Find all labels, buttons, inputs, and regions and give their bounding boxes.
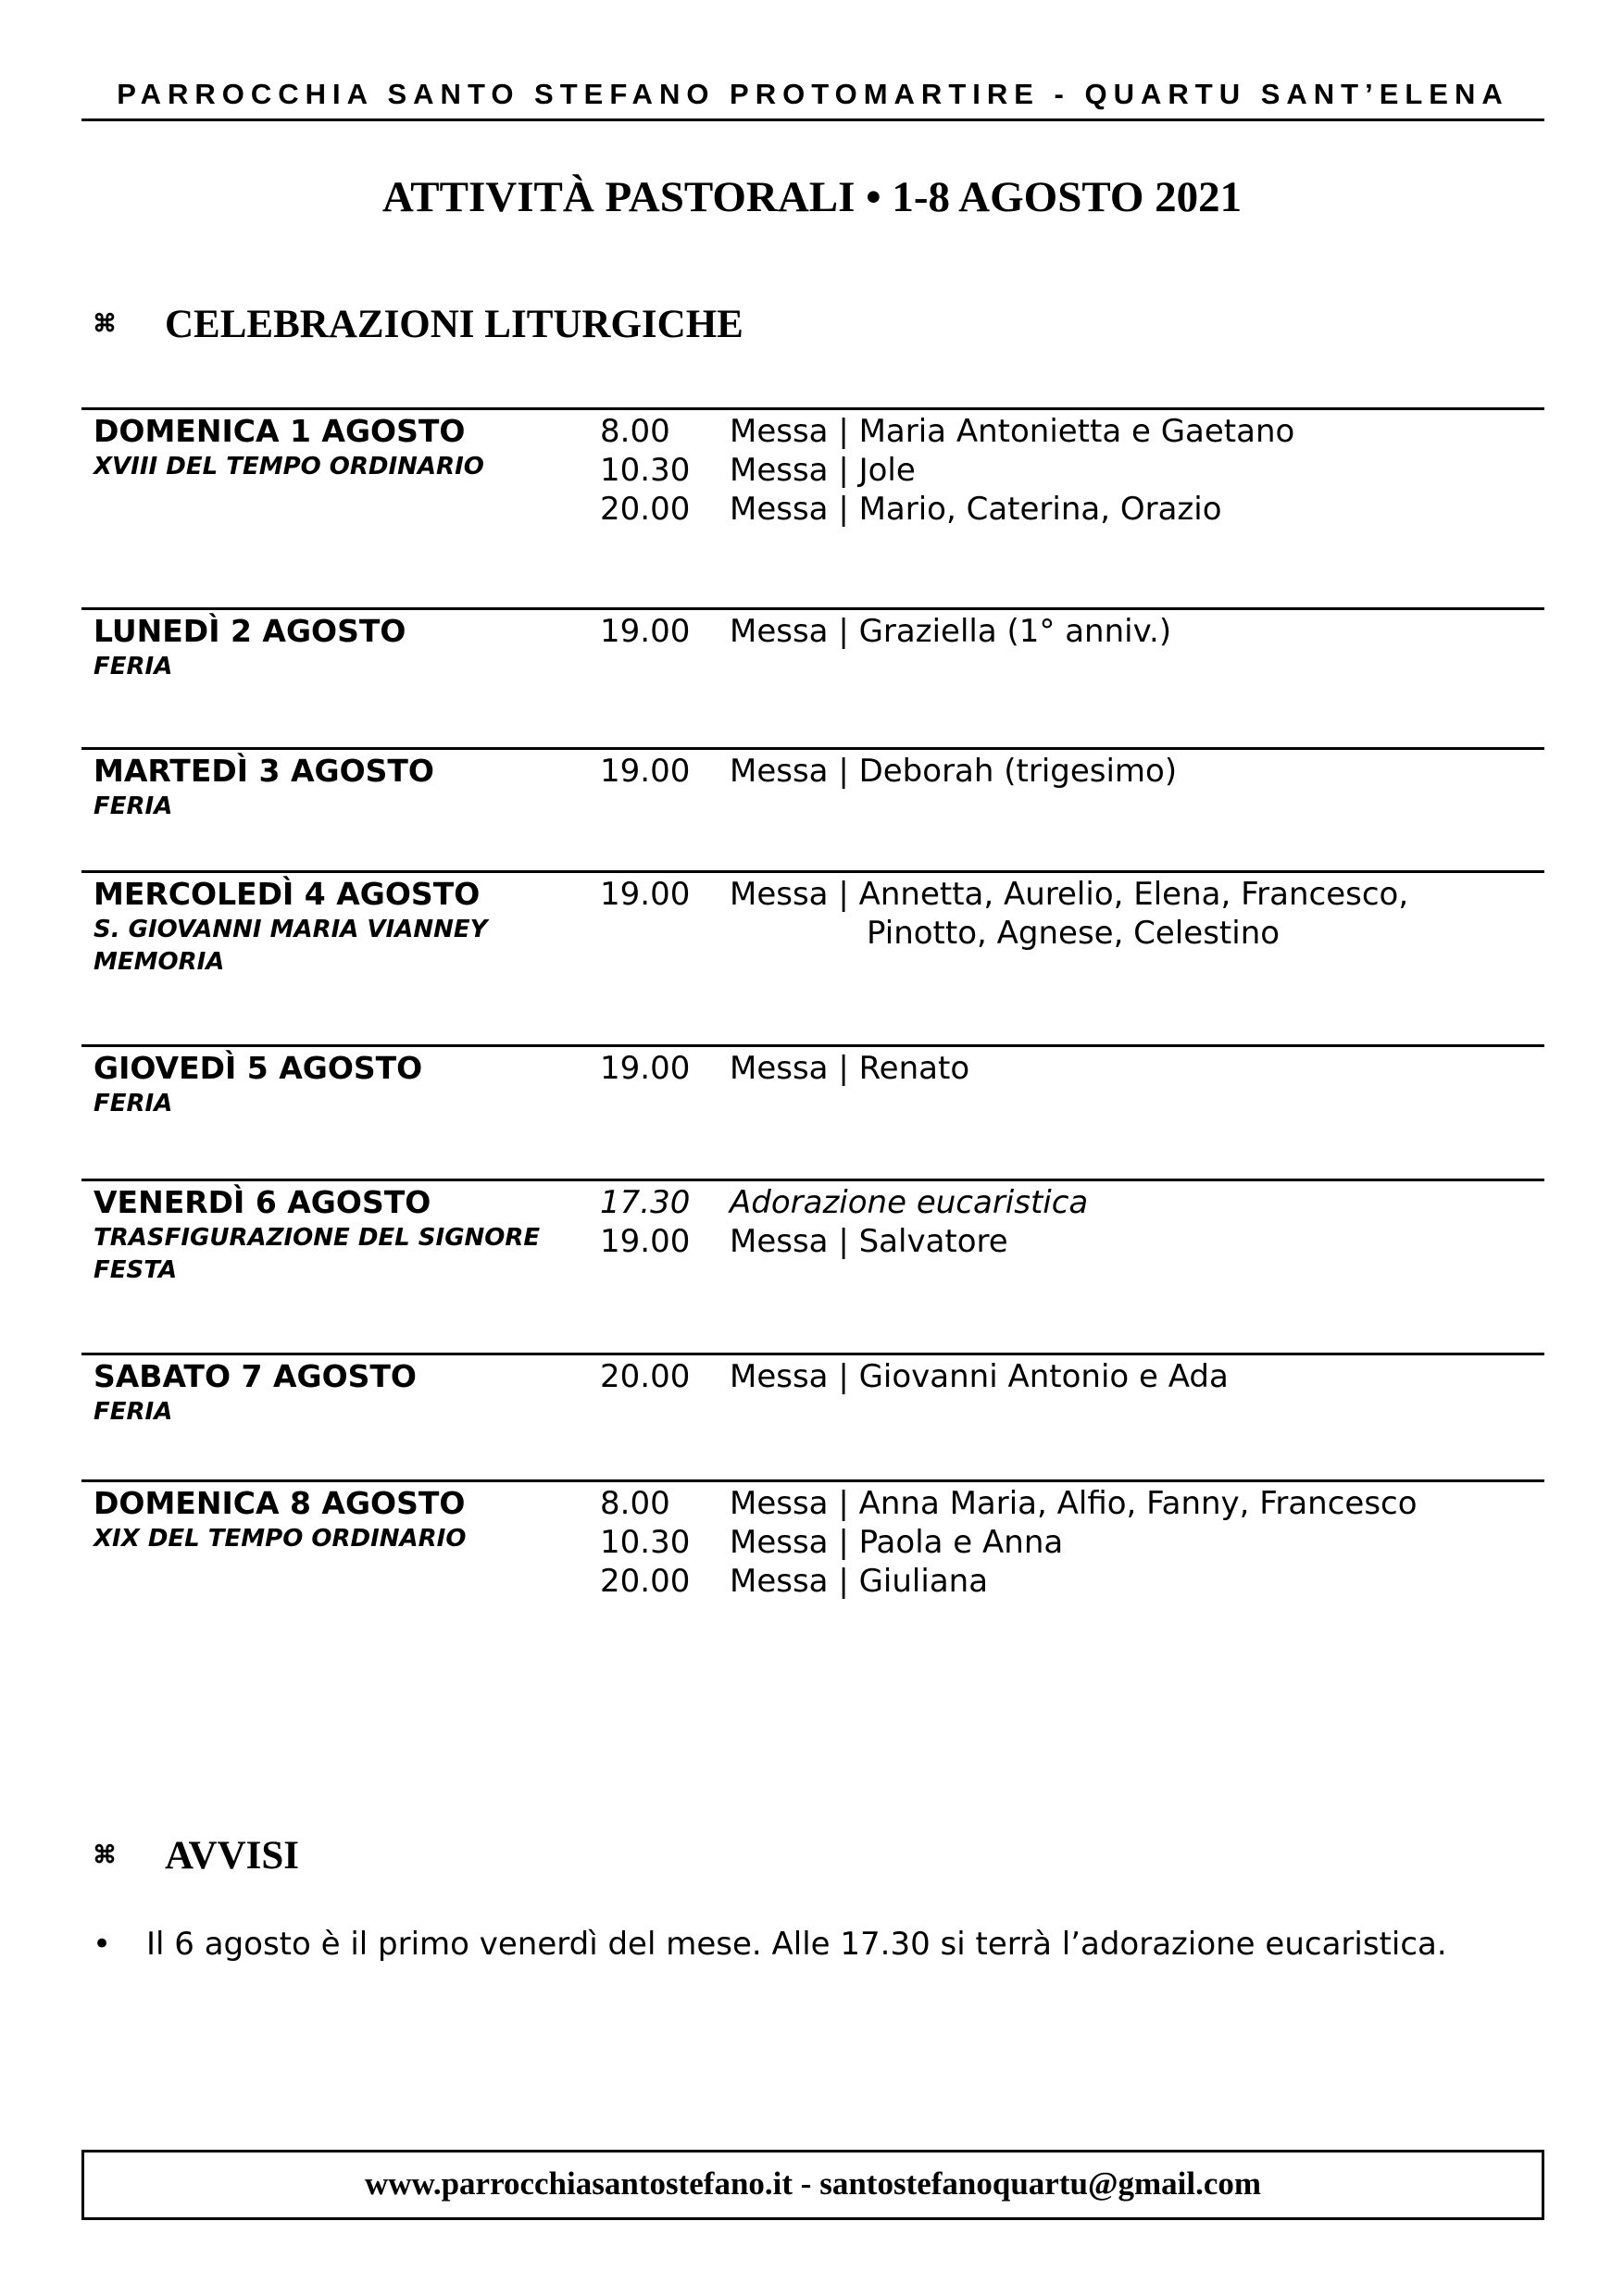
event-time: 8.00 xyxy=(600,413,670,450)
day-label: GIOVEDÌ 5 AGOSTO xyxy=(94,1050,423,1086)
event-time: 17.30 xyxy=(600,1184,691,1221)
event-desc: Messa | Graziella (1° anniv.) xyxy=(730,613,1172,650)
event-time: 10.30 xyxy=(600,452,691,489)
schedule-row-day-2 xyxy=(81,607,1544,744)
bullet-icon: • xyxy=(93,1926,112,1963)
event-time: 19.00 xyxy=(600,613,691,650)
bowen-knot-icon: ⌘ xyxy=(93,310,117,337)
day-label: DOMENICA 8 AGOSTO xyxy=(94,1485,466,1521)
event-time: 19.00 xyxy=(600,753,691,790)
event-item xyxy=(600,1049,969,1088)
page-footer xyxy=(81,2150,1544,2220)
schedule-row-day-7 xyxy=(81,1353,1544,1480)
event-item xyxy=(600,752,1177,791)
event-time: 20.00 xyxy=(600,1563,691,1600)
day-label: VENERDÌ 6 AGOSTO xyxy=(94,1184,431,1220)
event-item xyxy=(600,412,1294,451)
event-time: 10.30 xyxy=(600,1524,691,1561)
parish-name: PARROCCHIA SANTO STEFANO PROTOMARTIRE - QUARTU SANT’ELENA xyxy=(117,78,1509,110)
schedule-row-day-4 xyxy=(81,870,1544,1044)
event-time: 19.00 xyxy=(600,1223,691,1260)
section-label: CELEBRAZIONI LITURGICHE xyxy=(165,303,743,346)
event-desc: Messa | Salvatore xyxy=(730,1223,1008,1260)
notice-item xyxy=(93,1926,1447,1963)
event-item xyxy=(600,1562,988,1601)
event-item xyxy=(600,875,1408,914)
day-label: MERCOLEDÌ 4 AGOSTO xyxy=(94,876,481,912)
event-desc: Messa | Annetta, Aurelio, Elena, Francesco, xyxy=(730,876,1409,913)
event-item xyxy=(600,490,1222,529)
event-time: 20.00 xyxy=(600,1358,691,1395)
day-liturgy: FERIA xyxy=(94,1398,173,1426)
page-header xyxy=(81,74,1544,121)
schedule-row-day-6 xyxy=(81,1179,1544,1353)
event-desc-continuation: Pinotto, Agnese, Celestino xyxy=(867,915,1280,952)
event-desc: Messa | Mario, Caterina, Orazio xyxy=(730,491,1222,528)
event-time: 20.00 xyxy=(600,491,691,528)
bowen-knot-icon: ⌘ xyxy=(93,1841,117,1868)
event-item xyxy=(600,1183,1088,1222)
event-time: 19.00 xyxy=(600,1050,691,1087)
section-label: AVVISI xyxy=(165,1834,299,1878)
event-desc: Messa | Giovanni Antonio e Ada xyxy=(730,1358,1229,1395)
day-label: MARTEDÌ 3 AGOSTO xyxy=(94,753,434,789)
event-item xyxy=(600,1357,1229,1396)
event-item xyxy=(600,1523,1063,1562)
day-label: SABATO 7 AGOSTO xyxy=(94,1358,417,1394)
day-liturgy: S. GIOVANNI MARIA VIANNEY MEMORIA xyxy=(94,916,488,976)
event-desc: Messa | Deborah (trigesimo) xyxy=(730,753,1178,790)
section-celebrations xyxy=(93,302,743,347)
event-time: 19.00 xyxy=(600,876,691,913)
footer-contacts: www.parrocchiasantostefano.it - santostefanoquartu@gmail.com xyxy=(364,2165,1262,2202)
day-liturgy: FERIA xyxy=(94,653,173,680)
schedule-row-day-5 xyxy=(81,1044,1544,1177)
day-liturgy: XVIII DEL TEMPO ORDINARIO xyxy=(94,453,484,480)
event-desc: Messa | Paola e Anna xyxy=(730,1524,1064,1561)
day-liturgy: FERIA xyxy=(94,792,173,820)
event-desc: Adorazione eucaristica xyxy=(730,1184,1089,1221)
event-item xyxy=(600,451,916,490)
event-desc: Messa | Giuliana xyxy=(730,1563,989,1600)
notice-text: Il 6 agosto è il primo venerdì del mese. Alle 17.30 si terrà l’adorazione eucaristica. xyxy=(146,1926,1447,1963)
event-item xyxy=(600,612,1171,651)
day-liturgy: TRASFIGURAZIONE DEL SIGNORE FESTA xyxy=(94,1224,541,1284)
event-time: 8.00 xyxy=(600,1485,670,1522)
event-item xyxy=(600,1222,1008,1261)
schedule-row-day-8 xyxy=(81,1479,1544,1667)
event-desc: Messa | Renato xyxy=(730,1050,970,1087)
day-label: DOMENICA 1 AGOSTO xyxy=(94,413,466,449)
event-item xyxy=(600,1484,1418,1523)
section-notices xyxy=(93,1833,299,1878)
schedule-row-day-3 xyxy=(81,747,1544,870)
event-desc: Messa | Anna Maria, Alfio, Fanny, Francesco xyxy=(730,1485,1418,1522)
event-desc: Messa | Maria Antonietta e Gaetano xyxy=(730,413,1295,450)
schedule-row-day-1 xyxy=(81,407,1544,605)
day-liturgy: XIX DEL TEMPO ORDINARIO xyxy=(94,1525,467,1553)
day-liturgy: FERIA xyxy=(94,1090,173,1117)
page-title: ATTIVITÀ PASTORALI • 1-8 AGOSTO 2021 xyxy=(381,173,1243,221)
event-desc: Messa | Jole xyxy=(730,452,916,489)
day-label: LUNEDÌ 2 AGOSTO xyxy=(94,613,406,649)
